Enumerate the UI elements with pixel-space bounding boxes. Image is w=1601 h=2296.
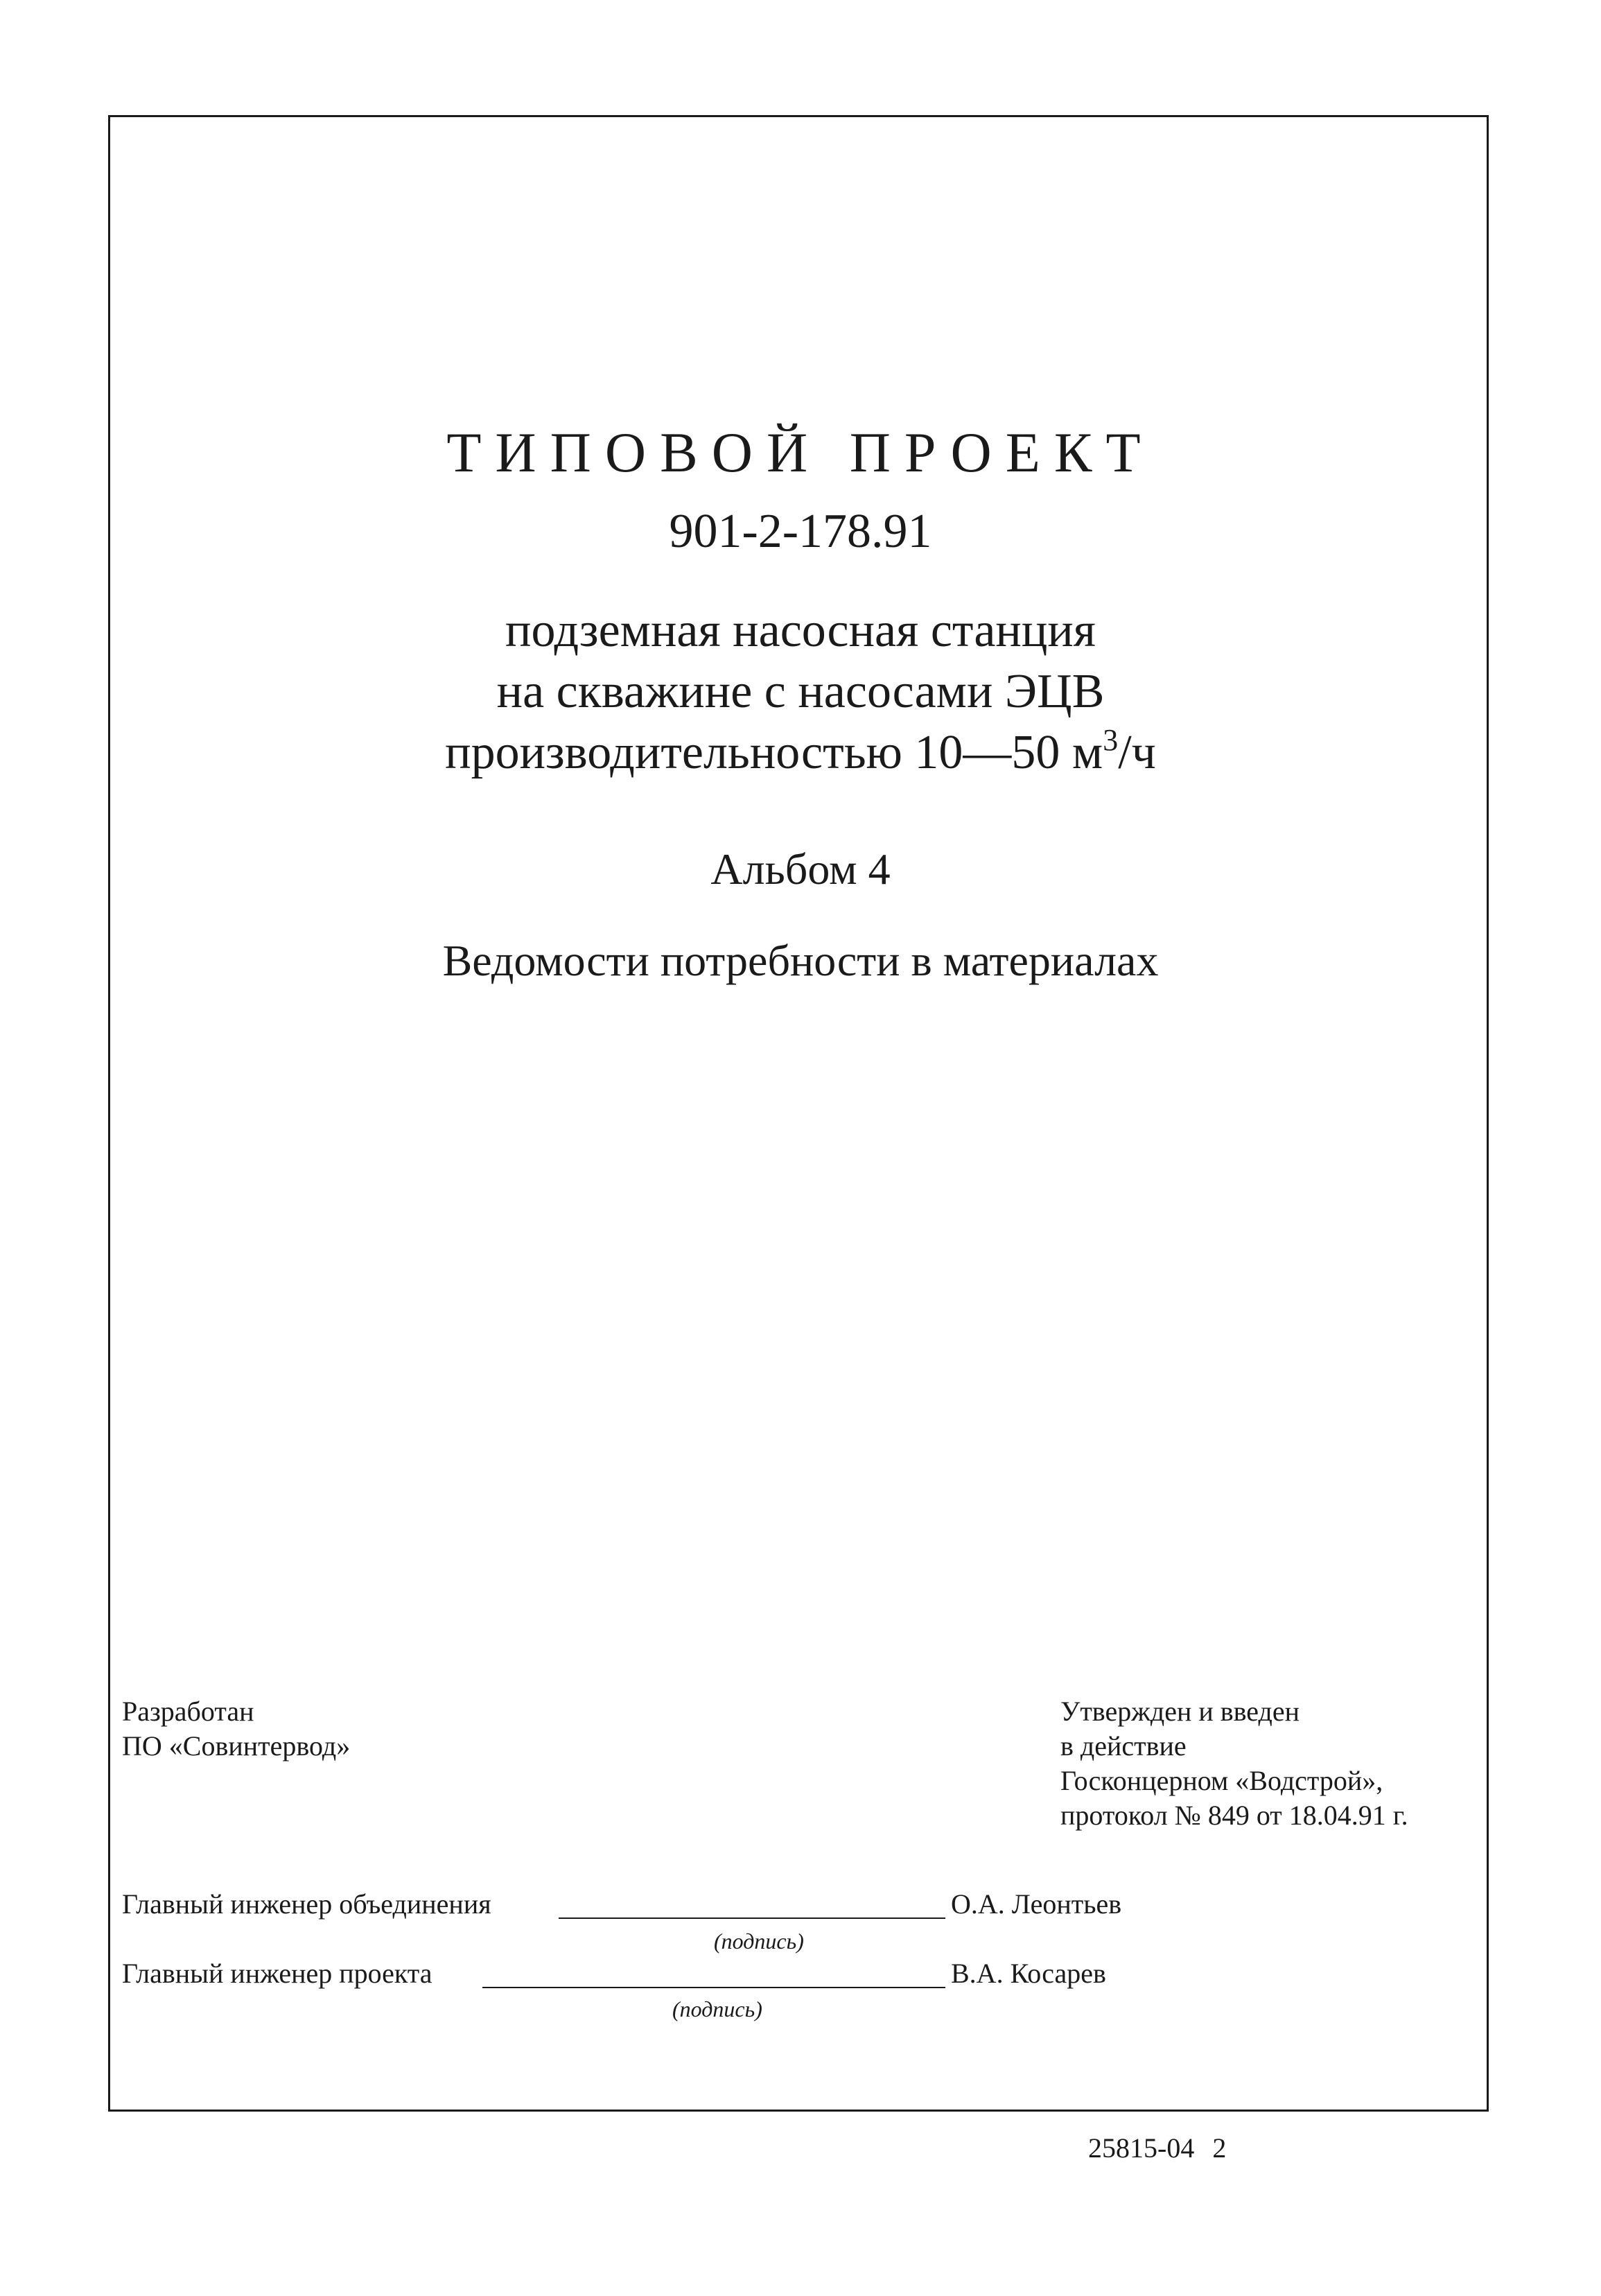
signature-caption: (подпись): [672, 1997, 762, 2021]
document-number: 25815-04: [1088, 2132, 1195, 2164]
description-line-3-main: производительностью 10—50 м: [445, 726, 1103, 779]
description-line-3-tail: /ч: [1118, 726, 1156, 779]
page-footer: [1088, 2131, 1226, 2166]
album-number: Альбом 4: [710, 844, 891, 894]
description-line-2: на скважине с насосами ЭЦВ: [496, 665, 1105, 718]
developer-organization: ПО «Совинтервод»: [122, 1730, 351, 1762]
page-number: 2: [1212, 2132, 1227, 2164]
album-subtitle: Ведомости потребности в материалах: [442, 936, 1159, 985]
signature-role: Главный инженер объединения: [122, 1888, 491, 1920]
description-line-3: [0, 722, 1601, 783]
approval-line-1: Утвержден и введен: [1060, 1696, 1300, 1727]
approval-block: [1060, 1694, 1408, 1833]
document-title: ТИПОВОЙ ПРОЕКТ: [446, 421, 1155, 484]
approval-line-4: протокол № 849 от 18.04.91 г.: [1060, 1800, 1408, 1831]
developer-block: [122, 1694, 350, 1764]
signature-row-chief-engineer-association: [122, 1887, 1439, 1922]
description-line-1: подземная насосная станция: [505, 604, 1096, 657]
signature-line: [559, 1917, 945, 1919]
signature-row-chief-project-engineer: [122, 1956, 1439, 1991]
project-code: 901-2-178.91: [669, 505, 932, 558]
signature-caption: (подпись): [714, 1929, 804, 1954]
signature-line: [482, 1987, 945, 1988]
superscript-3: 3: [1103, 723, 1119, 757]
project-description: [0, 600, 1601, 783]
approval-line-3: Госконцерном «Водстрой»,: [1060, 1765, 1383, 1796]
signatory-name: О.А. Леонтьев: [951, 1888, 1122, 1920]
developer-label: Разработан: [122, 1696, 254, 1727]
signatory-name: В.А. Косарев: [951, 1958, 1106, 1989]
approval-line-2: в действие: [1060, 1730, 1187, 1762]
signature-role: Главный инженер проекта: [122, 1958, 432, 1989]
